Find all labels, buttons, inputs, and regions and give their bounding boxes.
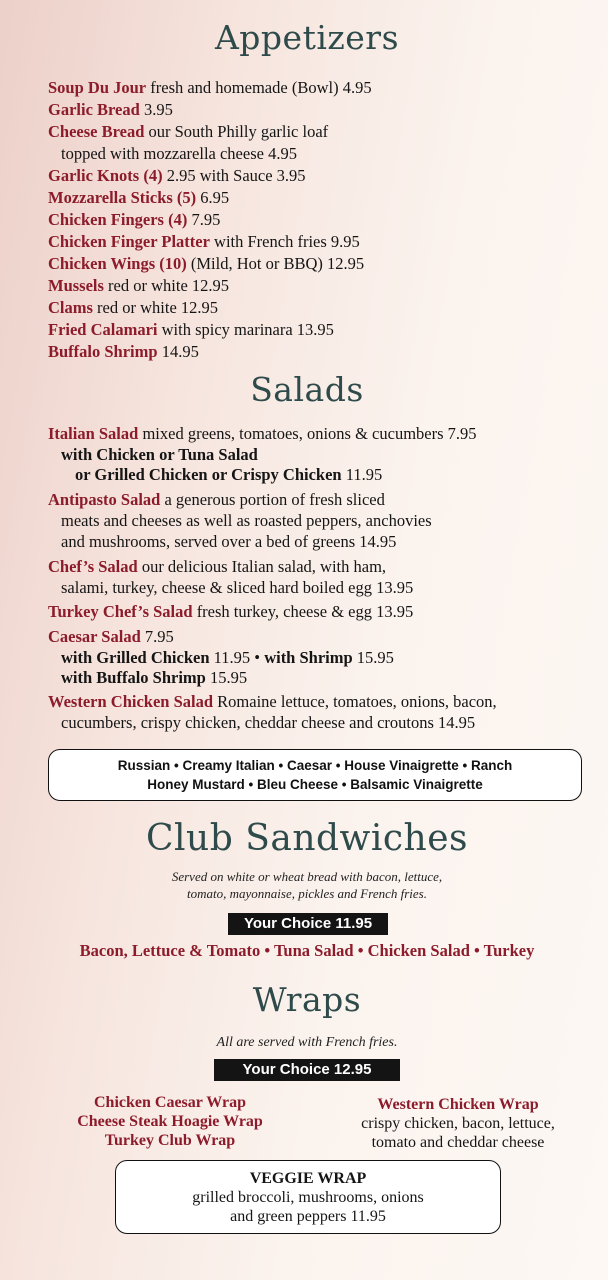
option-text: with Buffalo Shrimp — [61, 668, 206, 687]
menu-item — [48, 298, 218, 318]
item-desc: 14.95 — [157, 342, 199, 361]
item-desc: our South Philly garlic loaf — [144, 122, 329, 141]
item-desc: 2.95 with Sauce 3.95 — [162, 166, 306, 185]
wrap-item: Western Chicken Wrap — [377, 1096, 539, 1113]
item-desc: 3.95 — [139, 100, 173, 119]
item-name: Mussels — [48, 276, 104, 295]
veggie-wrap-title: VEGGIE WRAP — [249, 1170, 367, 1187]
item-desc: a generous portion of fresh sliced — [160, 490, 385, 509]
wraps-price-bar: Your Choice 12.95 — [214, 1059, 400, 1081]
menu-item — [48, 254, 364, 274]
item-name: Garlic Bread — [48, 100, 140, 119]
item-name: Caesar Salad — [48, 627, 141, 646]
item-desc: fresh and homemade (Bowl) 4.95 — [146, 78, 372, 97]
menu-item — [48, 320, 334, 340]
wrap-item: Cheese Steak Hoagie Wrap — [77, 1113, 263, 1130]
item-desc-line: and mushrooms, served over a bed of greens 14.95 — [61, 532, 397, 551]
item-desc: our delicious Italian salad, with ham, — [137, 557, 387, 576]
salads-heading: Salads — [250, 370, 364, 409]
club-note: tomato, mayonnaise, pickles and French fries. — [187, 886, 427, 901]
item-option — [75, 465, 382, 485]
option-price: 11.95 • — [209, 648, 265, 667]
menu-item — [48, 557, 386, 577]
menu-item — [48, 166, 306, 186]
wraps-heading: Wraps — [252, 980, 362, 1019]
club-note: Served on white or wheat bread with bacon, lettuce, — [171, 869, 443, 884]
dressings-line: Honey Mustard • Bleu Cheese • Balsamic Vinaigrette — [147, 777, 483, 792]
item-name: Western Chicken Salad — [48, 692, 214, 711]
option-price: 11.95 — [341, 465, 383, 484]
item-option — [61, 668, 247, 688]
item-desc-line: salami, turkey, cheese & sliced hard boiled egg 13.95 — [61, 578, 414, 597]
item-name: Chicken Wings (10) — [48, 254, 187, 273]
wrap-desc: crispy chicken, bacon, lettuce, — [361, 1115, 555, 1132]
appetizers-heading: Appetizers — [214, 18, 400, 57]
item-name: Chicken Fingers (4) — [48, 210, 188, 229]
dressings-line: Russian • Creamy Italian • Caesar • House Vinaigrette • Ranch — [117, 758, 513, 773]
veggie-wrap-box — [115, 1160, 501, 1234]
item-desc: Romaine lettuce, tomatoes, onions, bacon, — [213, 692, 497, 711]
item-desc-line: meats and cheeses as well as roasted peppers, anchovies — [61, 511, 432, 530]
veggie-wrap-desc: grilled broccoli, mushrooms, onions — [192, 1189, 424, 1206]
option-text: with Shrimp — [264, 648, 353, 667]
item-name: Fried Calamari — [48, 320, 158, 339]
menu-item — [48, 232, 360, 252]
menu-item — [48, 424, 477, 444]
club-price-bar: Your Choice 11.95 — [228, 913, 388, 935]
item-desc: topped with mozzarella cheese 4.95 — [61, 144, 297, 163]
item-desc: 7.95 — [187, 210, 221, 229]
wraps-left-list — [60, 1093, 280, 1150]
item-option — [61, 648, 394, 668]
item-name: Buffalo Shrimp — [48, 342, 158, 361]
dressings-box — [48, 749, 582, 801]
item-name: Chef’s Salad — [48, 557, 138, 576]
item-desc: fresh turkey, cheese & egg 13.95 — [192, 602, 414, 621]
item-name: Mozzarella Sticks (5) — [48, 188, 197, 207]
item-name: Garlic Knots (4) — [48, 166, 163, 185]
western-wrap — [318, 1095, 598, 1152]
wraps-note: All are served with French fries. — [216, 1035, 398, 1050]
item-name: Cheese Bread — [48, 122, 145, 141]
item-desc: (Mild, Hot or BBQ) 12.95 — [186, 254, 365, 273]
menu-item — [48, 188, 229, 208]
menu-item — [48, 122, 328, 142]
wrap-desc: tomato and cheddar cheese — [371, 1134, 545, 1151]
wrap-item: Turkey Club Wrap — [104, 1132, 236, 1149]
menu-item — [48, 692, 497, 712]
option-price: 15.95 — [205, 668, 248, 687]
veggie-wrap-desc: and green peppers 11.95 — [230, 1208, 386, 1225]
item-desc: 6.95 — [196, 188, 230, 207]
menu-item — [48, 210, 220, 230]
item-option: with Chicken or Tuna Salad — [61, 445, 258, 464]
item-desc: with French fries 9.95 — [209, 232, 360, 251]
item-desc-line: cucumbers, crispy chicken, cheddar cheese and croutons 14.95 — [61, 713, 476, 732]
menu-item — [48, 144, 297, 164]
menu-item — [48, 627, 174, 647]
item-desc: red or white 12.95 — [92, 298, 219, 317]
menu-item — [48, 490, 385, 510]
option-text: with Grilled Chicken — [61, 648, 210, 667]
club-choices: Bacon, Lettuce & Tomato • Tuna Salad • Chicken Salad • Turkey — [79, 941, 535, 960]
item-name: Clams — [48, 298, 93, 317]
item-name: Antipasto Salad — [48, 490, 161, 509]
menu-item — [48, 100, 173, 120]
item-name: Chicken Finger Platter — [48, 232, 210, 251]
item-desc: red or white 12.95 — [103, 276, 230, 295]
item-name: Italian Salad — [48, 424, 139, 443]
option-text: or Grilled Chicken or Crispy Chicken — [75, 465, 342, 484]
item-desc: with spicy marinara 13.95 — [157, 320, 334, 339]
menu-item — [48, 276, 229, 296]
wrap-item: Chicken Caesar Wrap — [93, 1094, 246, 1111]
item-desc: 7.95 — [140, 627, 174, 646]
item-name: Turkey Chef’s Salad — [48, 602, 193, 621]
item-desc: mixed greens, tomatoes, onions & cucumbers 7.95 — [138, 424, 477, 443]
menu-item — [48, 602, 413, 622]
item-name: Soup Du Jour — [48, 78, 147, 97]
menu-item — [48, 78, 372, 98]
menu-item — [48, 342, 199, 362]
option-price: 15.95 — [352, 648, 394, 667]
club-sandwiches-heading: Club Sandwiches — [145, 818, 469, 859]
